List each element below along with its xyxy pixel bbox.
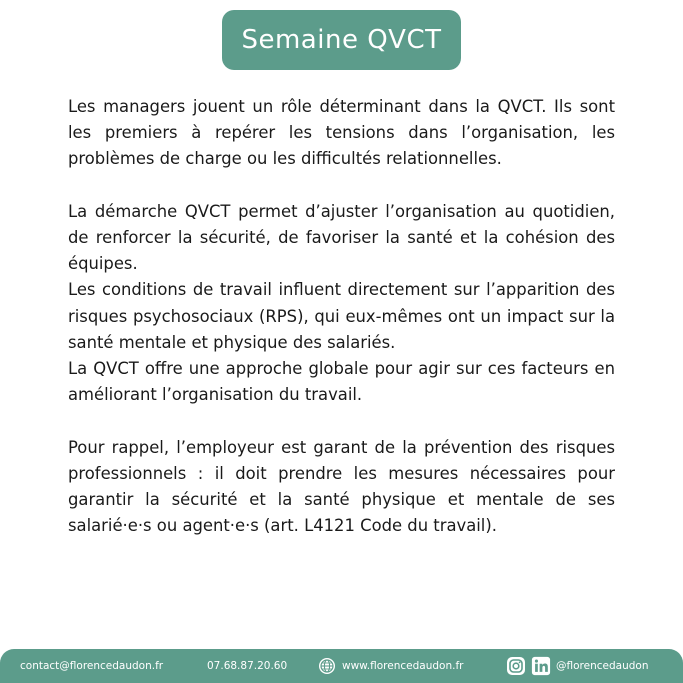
title-badge	[222, 10, 461, 70]
paragraph-demarche: La démarche QVCT permet d’ajuster l’organisation au quotidien, de renforcer la sécurité, de favoriser la santé et la cohésion des équipes.	[68, 201, 615, 274]
email-link[interactable]: contact@florencedaudon.fr	[20, 660, 164, 672]
social-handle[interactable]: @florencedaudon	[556, 660, 649, 672]
paragraph-conditions: Les conditions de travail influent directement sur l’apparition des risques psychosociaux (RPS), qui eux-mêmes ont un impact sur la santé mentale et physique des salariés.	[68, 280, 615, 352]
phone-number[interactable]: 07.68.87.20.60	[207, 660, 288, 672]
paragraph-rappel: Pour rappel, l’employeur est garant de la prévention des risques professionnels : il doit prendre les mesures nécessaires pour garantir la sécurité et la santé physique et mentale de ses salarié·e·s ou agent·e·s (art. L4121 Code du travail).	[68, 437, 615, 536]
paragraph-spacer	[68, 173, 615, 199]
footer-social[interactable]	[506, 649, 648, 683]
footer-website[interactable]	[317, 649, 463, 683]
body-text	[68, 94, 615, 539]
footer-bar	[0, 649, 683, 683]
instagram-icon[interactable]	[506, 656, 526, 676]
website-link[interactable]: www.florencedaudon.fr	[342, 660, 464, 672]
paragraph-spacer	[68, 408, 615, 434]
paragraph-approche: La QVCT offre une approche globale pour agir sur ces facteurs en améliorant l’organisation du travail.	[68, 359, 615, 405]
page-title: Semaine QVCT	[241, 25, 442, 55]
paragraph-managers: Les managers jouent un rôle déterminant dans la QVCT. Ils sont les premiers à repérer les tensions dans l’organisation, les problèmes de charge ou les difficultés relationnelles.	[68, 97, 615, 169]
globe-icon	[317, 656, 337, 676]
footer-email[interactable]	[20, 649, 163, 683]
footer-phone[interactable]	[207, 649, 287, 683]
linkedin-icon[interactable]	[531, 656, 551, 676]
